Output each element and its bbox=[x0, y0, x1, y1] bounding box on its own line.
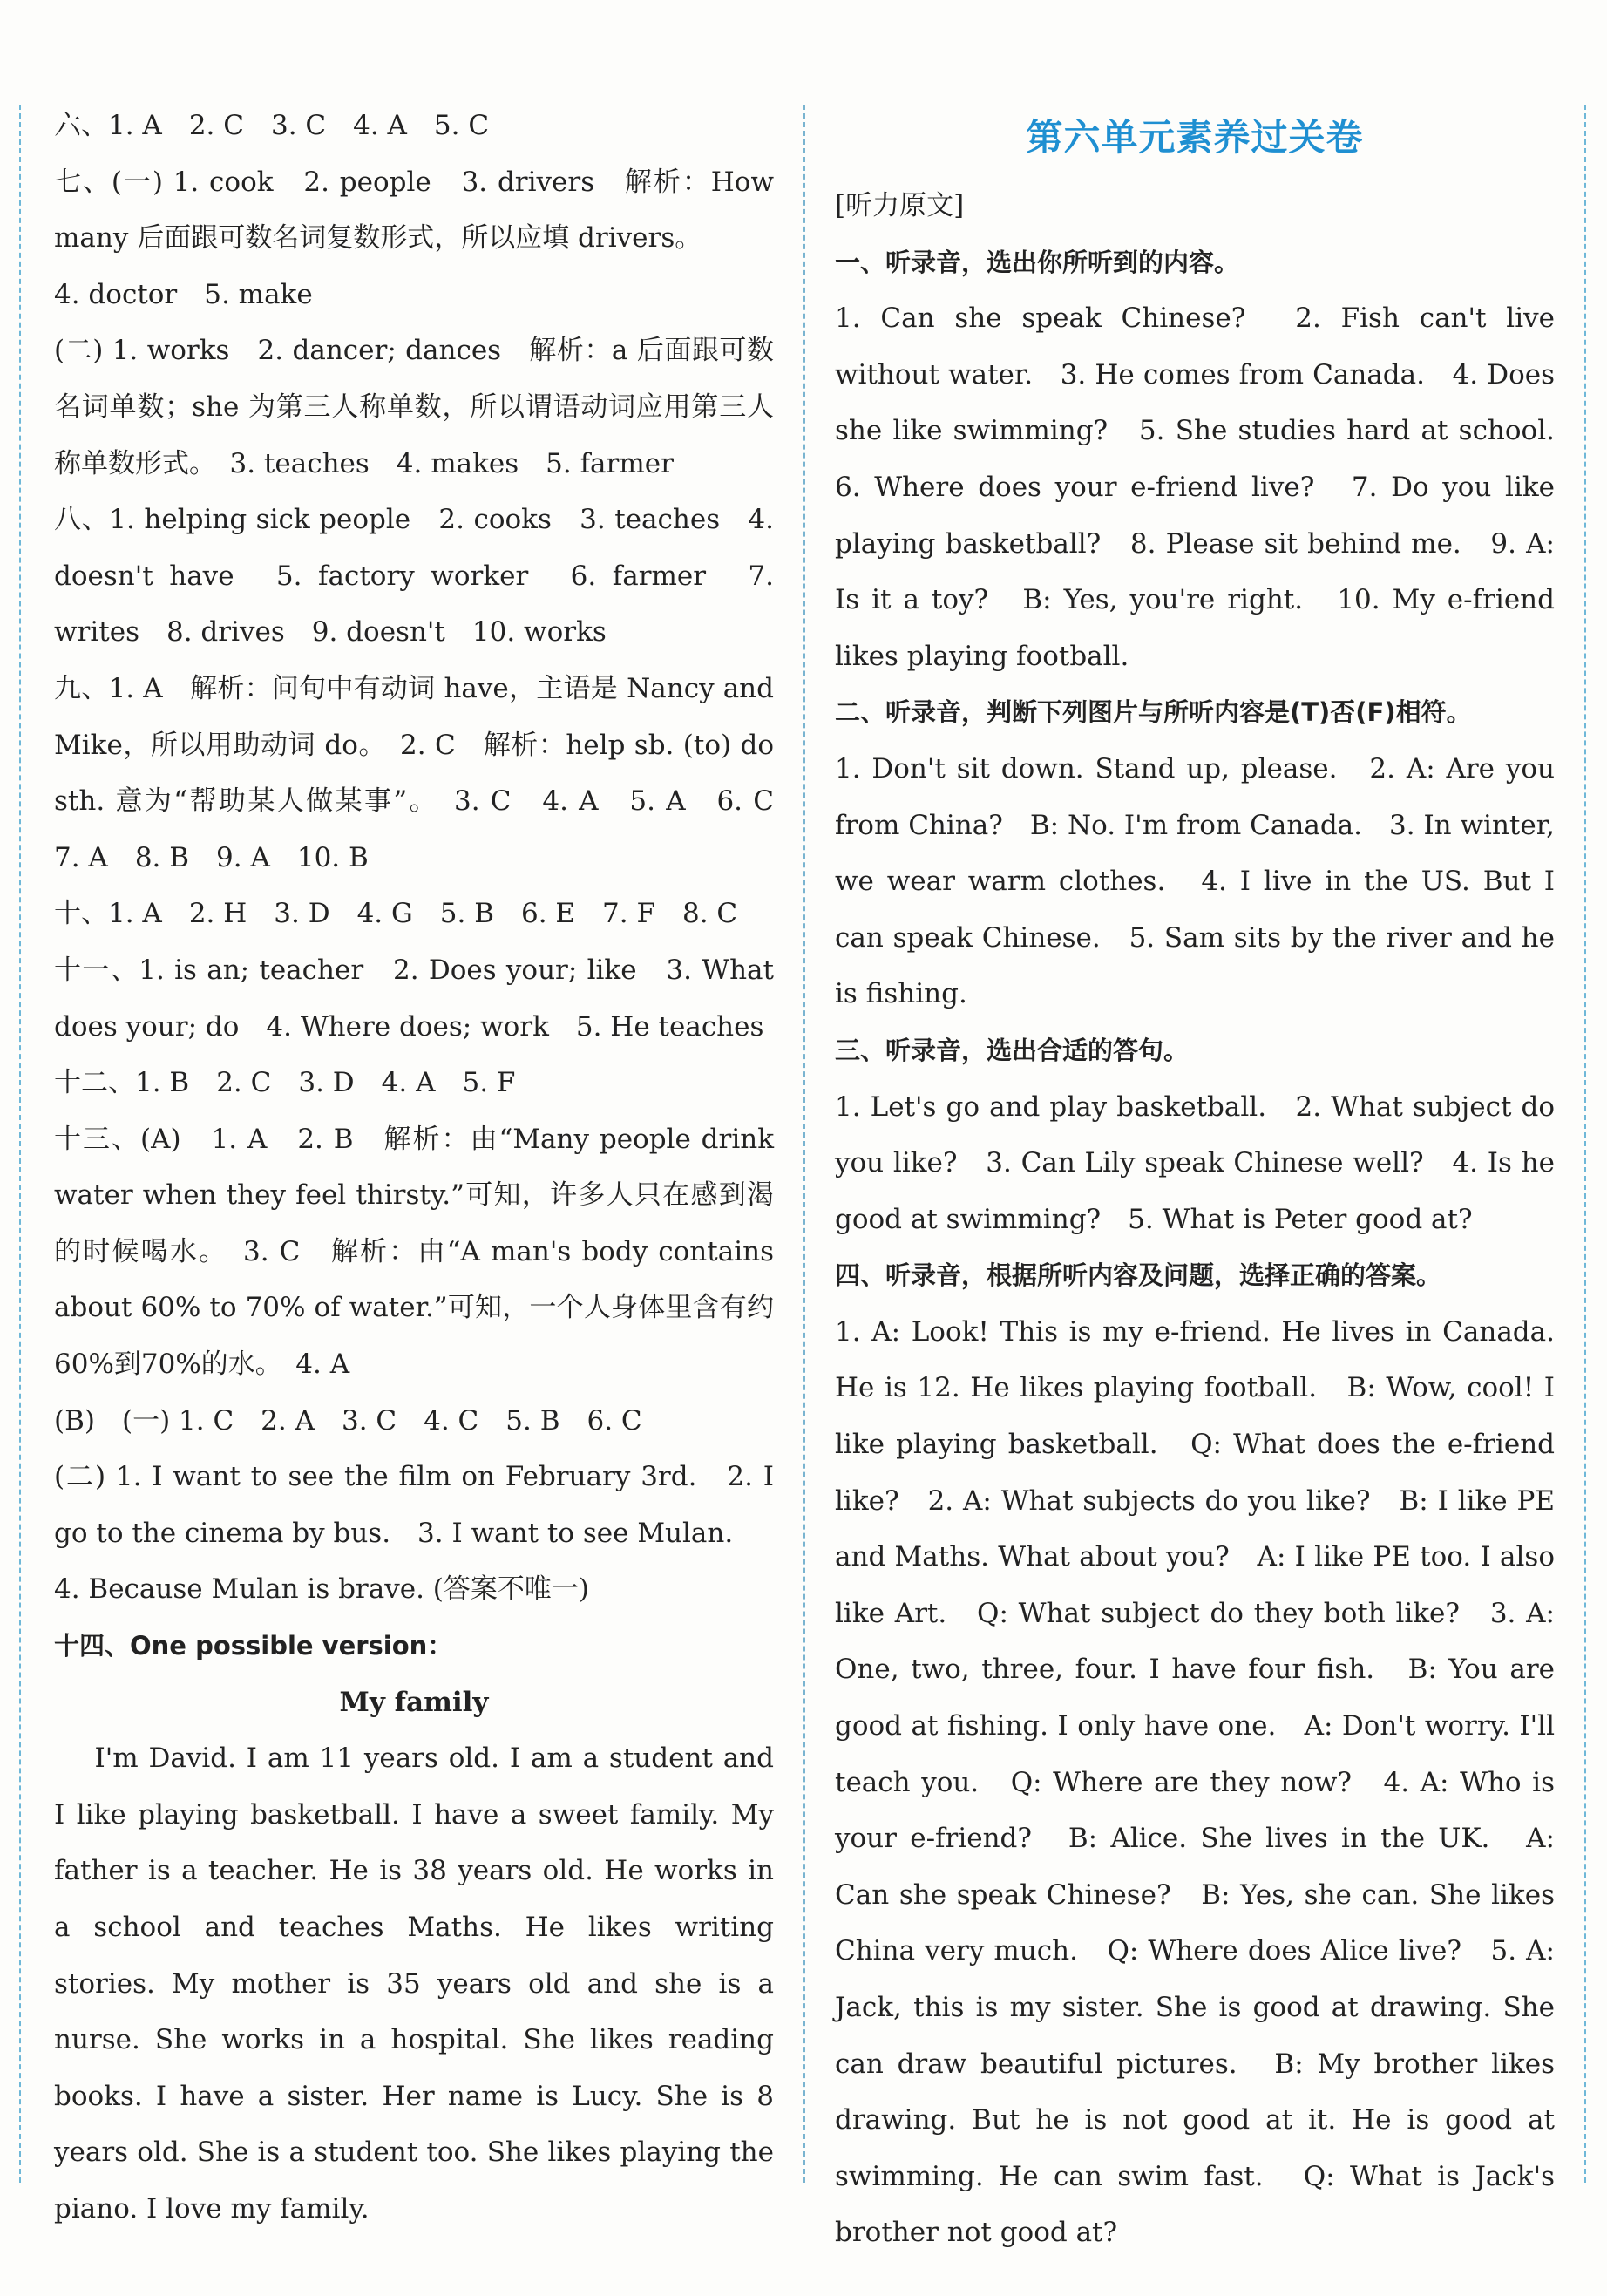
essay-body: I'm David. I am 11 years old. I am a student and I like playing basketball. I have a sweet family. My father is a teacher. He is 38 years old. He works in a school and teaches Maths. He likes writing stories. My mother is 35 years old and she is a nurse. She works in a hospital. She likes reading books. I have a sister. Her name is Lucy. She is 8 years old. She is a student too. She likes playing the piano. I love my family. bbox=[54, 1742, 774, 2225]
column-divider bbox=[804, 105, 805, 2183]
answer-line: 十二、1. B 2. C 3. D 4. A 5. F bbox=[54, 1067, 516, 1099]
answer-line: 十、1. A 2. H 3. D 4. G 5. B 6. E 7. F 8. C bbox=[54, 898, 738, 930]
answer-line: 七、(一) 1. cook 2. people 3. drivers 解析：How many 后面跟可数名词复数形式，所以应填 drivers。 bbox=[54, 166, 774, 255]
section-heading: 二、听录音，判断下列图片与所听内容是(T)否(F)相符。 bbox=[835, 697, 1472, 728]
answer-line: 八、1. helping sick people 2. cooks 3. teaches 4. doesn't have 5. factory worker 6. farmer 7. writes 8. drives 9. doesn't 10. works bbox=[54, 504, 774, 649]
answer-line: 六、1. A 2. C 3. C 4. A 5. C bbox=[54, 110, 490, 141]
section-heading: 三、听录音，选出合适的答句。 bbox=[835, 1035, 1190, 1065]
essay-title: My family bbox=[339, 1686, 489, 1718]
listening-label: [听力原文] bbox=[835, 190, 965, 221]
section-body: 1. Don't sit down. Stand up, please. 2. A: Are you from China? B: No. I'm from Canada. 3. In winter, we wear warm clothes. 4. I live in the US. But I can speak Chinese. 5. Sam sits by the river and he is fishing. bbox=[835, 752, 1555, 1010]
section-body: 1. Let's go and play basketball. 2. What subject do you like? 3. Can Lily speak Chinese well? 4. Is he good at swimming? 5. What is Peter good at? bbox=[835, 1090, 1555, 1235]
section-heading: 四、听录音，根据所听内容及问题，选择正确的答案。 bbox=[835, 1260, 1442, 1291]
composition-heading: 十四、One possible version： bbox=[54, 1631, 453, 1661]
left-page-edge bbox=[19, 105, 21, 2183]
section-heading: 一、听录音，选出你所听到的内容。 bbox=[835, 247, 1240, 277]
answer-line: 4. doctor 5. make bbox=[54, 278, 313, 310]
unit-title: 第六单元素养过关卷 bbox=[1026, 116, 1364, 159]
answer-line: 十一、1. is an; teacher 2. Does your; like 3. What does your; do 4. Where does; work 5. He teaches bbox=[54, 954, 774, 1043]
answer-line: 九、1. A 解析：问句中有动词 have，主语是 Nancy and Mike，所以用助动词 do。 2. C 解析：help sb. (to) do sth. 意为“帮助某人做某事”。 3. C 4. A 5. A 6. C 7. A 8. B 9. A 10. B bbox=[54, 672, 801, 873]
answer-line: (二) 1. works 2. dancer; dances 解析：a 后面跟可数名词单数；she 为第三人称单数，所以谓语动词应用第三人称单数形式。 3. teaches 4. makes 5. farmer bbox=[54, 335, 774, 479]
answer-line: (B) (一) 1. C 2. A 3. C 4. C 5. B 6. C bbox=[54, 1404, 642, 1437]
answer-line: 十三、(A) 1. A 2. B 解析：由“Many people drink water when they feel thirsty.”可知，许多人只在感到渴的时候喝水。 3. C 解析：由“A man's body contains about 60% to 70% of water.”可知，一个人身体里含有约60%到70%的水。 4. A bbox=[54, 1123, 774, 1381]
answer-line: 4. Because Mulan is brave. (答案不唯一) bbox=[54, 1573, 589, 1606]
section-body: 1. A: Look! This is my e-friend. He lives in Canada. He is 12. He likes playing football. B: Wow, cool! I like playing basketball. Q: What does the e-friend like? 2. A: What subjects do you like? B: I like PE and Maths. What about you? A: I like PE too. I also like Art. Q: What subject do they both like? 3. A: One, two, three, four. I have four fish. B: You are good at fishing. I only have one. A: Don't worry. I'll teach you. Q: Where are they now? 4. A: Who is your e-friend? B: Alice. She lives in the UK. A: Can she speak Chinese? B: Yes, she can. She likes China very much. Q: Where does Alice live? 5. A: Jack, this is my sister. She is good at drawing. She can draw beautiful pictures. B: My brother likes drawing. But he is not good at it. He is good at swimming. He can swim fast. Q: What is Jack's brother not good at? bbox=[835, 1315, 1555, 2249]
section-body: 1. Can she speak Chinese? 2. Fish can't live without water. 3. He comes from Canada. 4. Does she like swimming? 5. She studies hard at school. 6. Where does your e-friend live? 7. Do you like playing basketball? 8. Please sit behind me. 9. A: Is it a toy? B: Yes, you're right. 10. My e-friend likes playing football. bbox=[835, 302, 1582, 672]
right-page-edge bbox=[1584, 105, 1586, 2183]
answer-line: (二) 1. I want to see the film on February 3rd. 2. I go to the cinema by bus. 3. I want to see Mulan. bbox=[54, 1461, 774, 1549]
listening-script-column bbox=[835, 98, 1582, 2261]
answer-key-column bbox=[54, 98, 801, 2238]
